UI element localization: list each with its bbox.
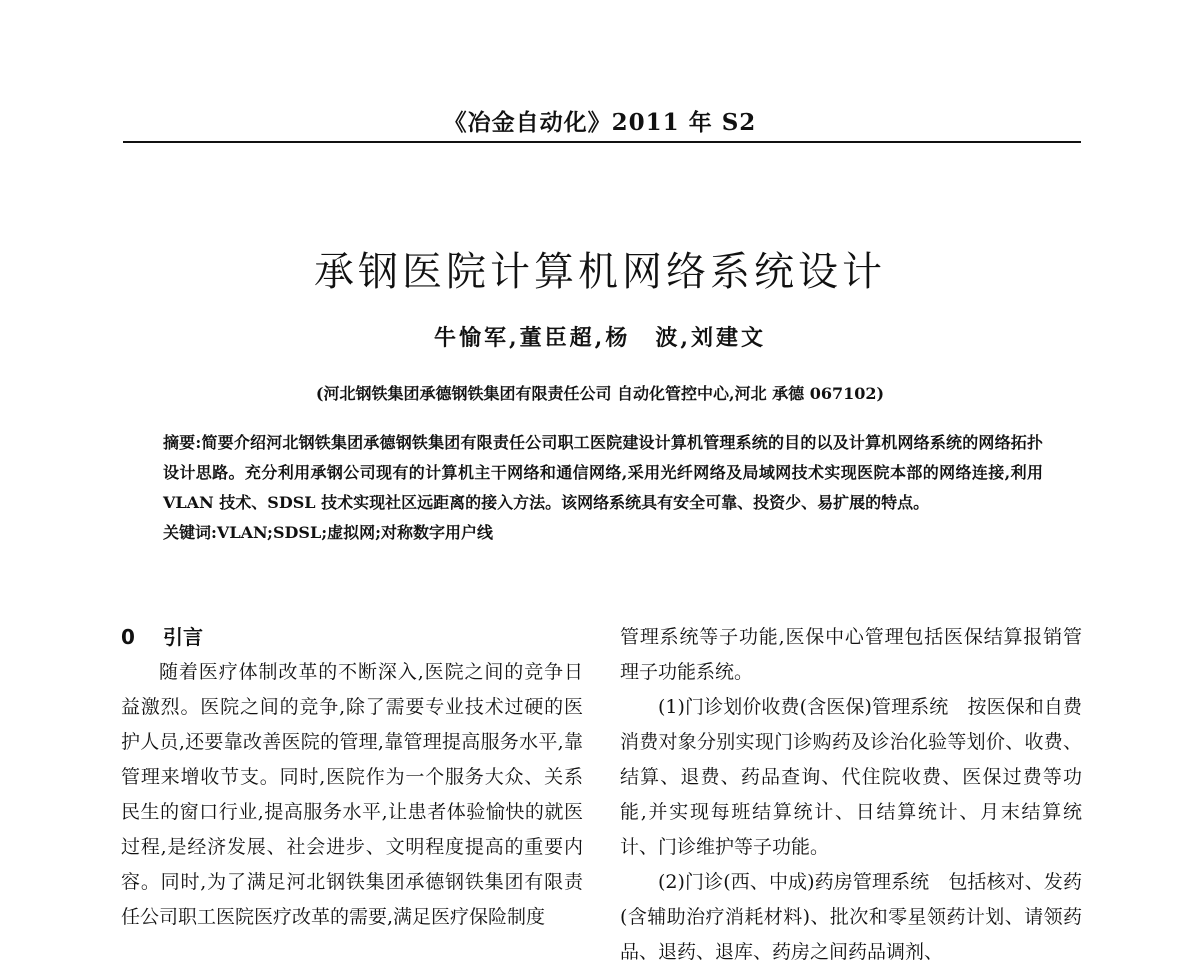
section-title: 引言 [163, 625, 203, 649]
section-heading [121, 620, 583, 655]
header-rule [123, 141, 1081, 143]
keywords-label: 关键词: [163, 523, 217, 542]
left-column [121, 620, 583, 935]
abstract-text: 简要介绍河北钢铁集团承德钢铁集团有限责任公司职工医院建设计算机管理系统的目的以及计算机网络系统的网络拓扑设计思路。充分利用承钢公司现有的计算机主干网络和通信网络,采用光纤网络及局域网技术实现医院本部的网络连接,利用 VLAN 技术、SDSL 技术实现社区远距离的接入方法。该网络系统具有安全可靠、投资少、易扩展的特点。 [163, 433, 1043, 512]
right-paragraph-3: (2)门诊(西、中成)药房管理系统 包括核对、发药(含辅助治疗消耗材料)、批次和零星领药计划、请领药品、退药、退库、药房之间药品调剂、 [620, 871, 1082, 963]
journal-header: 《冶金自动化》2011 年 S2 [443, 109, 757, 136]
keywords-line [163, 518, 1043, 548]
article-authors: 牛愉军,董臣超,杨 波,刘建文 [434, 325, 766, 351]
keywords-text: VLAN;SDSL;虚拟网;对称数字用户线 [216, 523, 494, 542]
right-column [620, 620, 1082, 970]
article-title: 承钢医院计算机网络系统设计 [314, 249, 886, 295]
abstract-label: 摘要: [163, 433, 202, 452]
abstract-paragraph [163, 428, 1043, 518]
section-number: 0 [121, 625, 135, 649]
article-affiliation: (河北钢铁集团承德钢铁集团有限责任公司 自动化管控中心,河北 承德 067102) [315, 384, 885, 403]
abstract-block [163, 428, 1043, 548]
right-paragraph-1: 管理系统等子功能,医保中心管理包括医保结算报销管理子功能系统。 [620, 626, 1082, 683]
right-paragraph-2: (1)门诊划价收费(含医保)管理系统 按医保和自费消费对象分别实现门诊购药及诊治化验等划价、收费、结算、退费、药品查询、代住院收费、医保过费等功能,并实现每班结算统计、日结算统计、月末结算统计、门诊维护等子功能。 [620, 696, 1082, 858]
intro-paragraph: 随着医疗体制改革的不断深入,医院之间的竞争日益激烈。医院之间的竞争,除了需要专业技术过硬的医护人员,还要靠改善医院的管理,靠管理提高服务水平,靠管理来增收节支。同时,医院作为一个服务大众、关系民生的窗口行业,提高服务水平,让患者体验愉快的就医过程,是经济发展、社会进步、文明程度提高的重要内容。同时,为了满足河北钢铁集团承德钢铁集团有限责任公司职工医院医疗改革的需要,满足医疗保险制度 [121, 661, 583, 928]
